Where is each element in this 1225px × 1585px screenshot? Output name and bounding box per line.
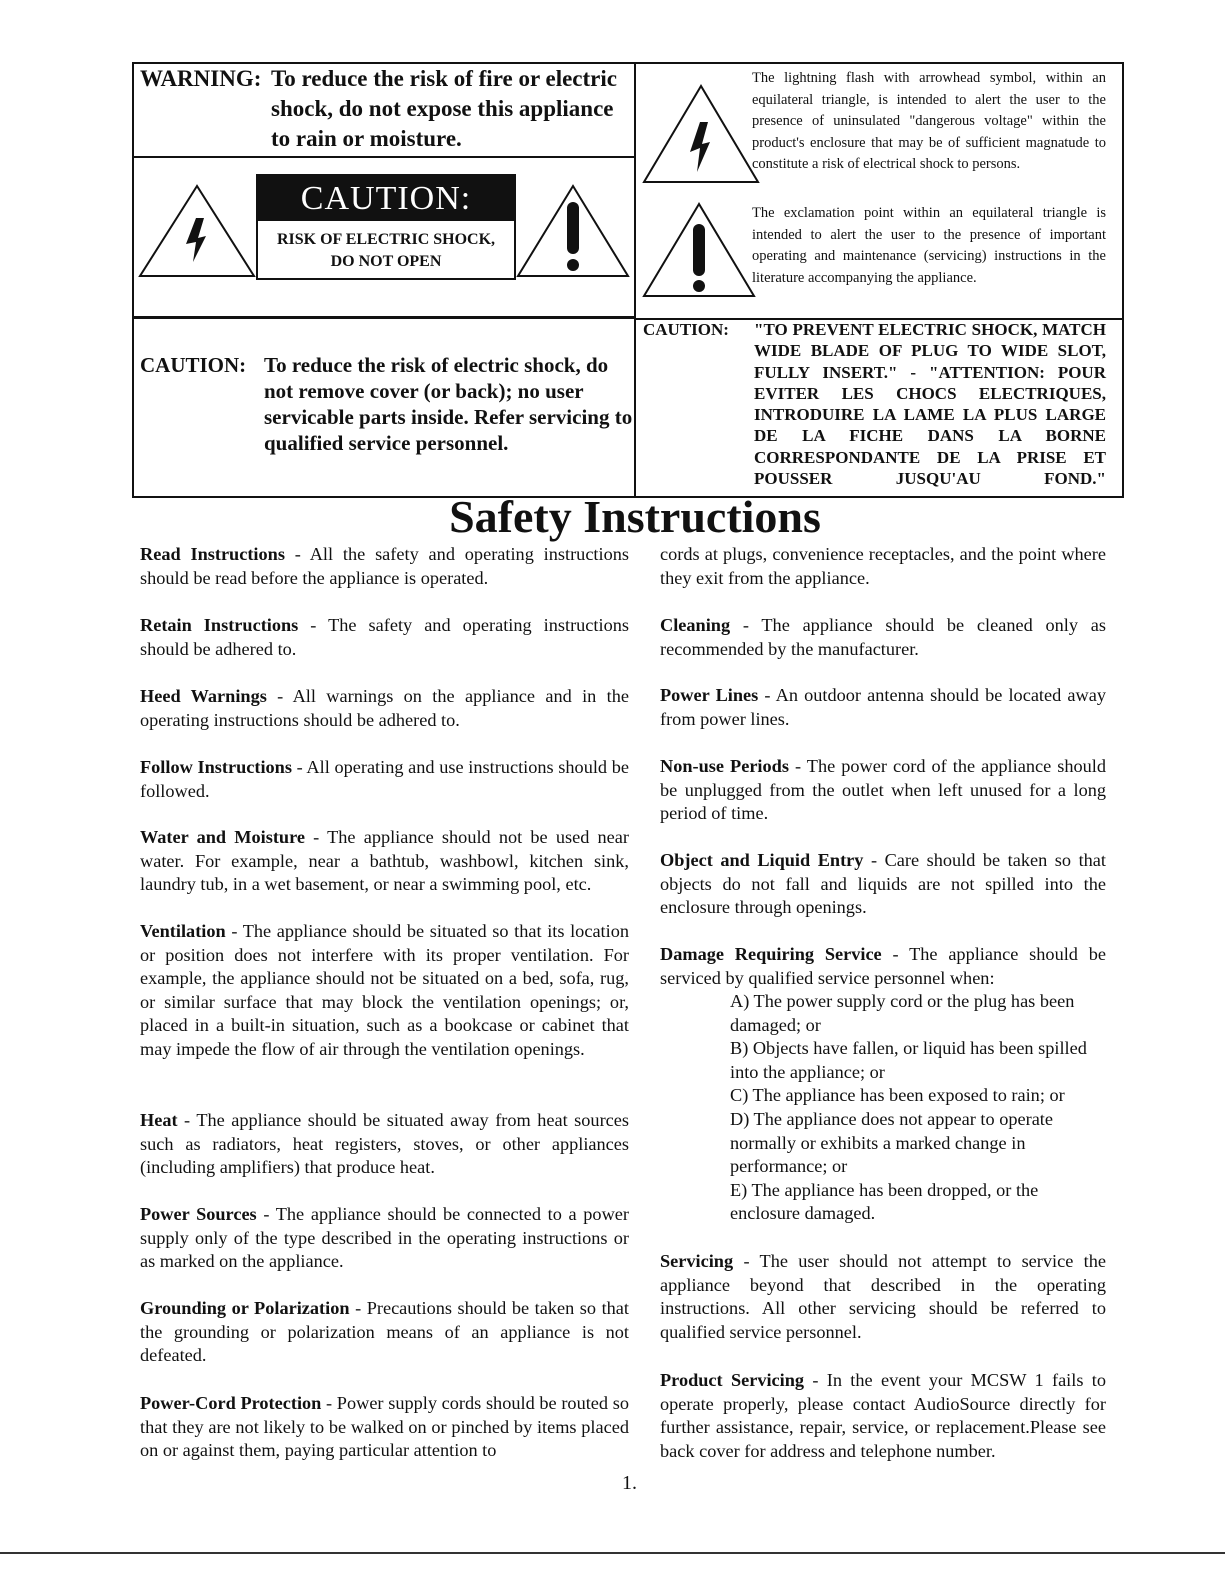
instruction-text: - Power supply cords should be routed so that they are not likely to be walked on or pinched by items placed on or against them, paying particular attention to (140, 1393, 629, 1461)
instruction-text: - All operating and use instructions should be followed. (140, 757, 629, 801)
exclamation-triangle-icon (640, 200, 758, 300)
instruction-paragraph (660, 543, 1106, 590)
caution-label-box (256, 174, 516, 280)
instruction-paragraph (660, 1250, 1106, 1344)
instruction-paragraph (140, 1392, 629, 1463)
instruction-paragraph (140, 1109, 629, 1180)
instruction-text: - Care should be taken so that objects do not fall and liquids are not spilled into the enclosure through openings. (660, 850, 1106, 918)
caution-label: CAUTION: (140, 353, 247, 377)
instruction-title: Cleaning (660, 615, 731, 635)
instruction-text: - The appliance should be serviced by qualified service personnel when: (660, 944, 1107, 988)
instruction-paragraph (140, 826, 629, 897)
list-item: D) The appliance does not appear to operate normally or exhibits a marked change in performance; or (730, 1108, 1054, 1177)
lightning-explanation: The lightning flash with arrowhead symbol, within an equilateral triangle, is intended to alert the user to the presence of uninsulated "dangerous voltage" within the product's enclosure that may be of sufficient magnatude to constitute a risk of electrical shock to persons. (752, 70, 1106, 172)
warning-line: to rain or moisture. (271, 126, 462, 151)
instruction-paragraph (660, 614, 1106, 661)
caution-line: RISK OF ELECTRIC SHOCK, (276, 231, 496, 248)
divider (132, 316, 634, 319)
instruction-text: - The appliance should not be used near water. For example, near a bathtub, washbowl, kitchen sink, laundry tub, in a wet basement, or near a swimming pool, etc. (140, 827, 629, 895)
divider (132, 156, 634, 158)
instruction-paragraph (140, 543, 629, 590)
instruction-title: Servicing (660, 1251, 734, 1271)
instruction-title: Product Servicing (660, 1370, 805, 1390)
instruction-title: Retain Instructions (140, 615, 299, 635)
instruction-title: Power Lines (660, 685, 759, 705)
instruction-text: - The power cord of the appliance should be unplugged from the outlet when left unused for a long period of time. (660, 756, 1106, 824)
instruction-text: - The appliance should be situated away from heat sources such as radiators, heat registers, stoves, or other appliances (including amplifiers) that produce heat. (140, 1110, 629, 1178)
instruction-title: Grounding or Polarization (140, 1298, 350, 1318)
exclamation-explanation: The exclamation point within an equilateral triangle is intended to alert the user to the presence of important operating and maintenance (servicing) instructions in the literature accompanying the appliance. (752, 205, 1106, 286)
list-item: B) Objects have fallen, or liquid has been spilled into the appliance; or (730, 1038, 1087, 1082)
list-item: A) The power supply cord or the plug has been damaged; or (730, 991, 1075, 1035)
instruction-text: - The user should not attempt to service the appliance beyond that described in the operating instructions. All other servicing should be referred to qualified service personnel. (660, 1251, 1106, 1342)
warning-label: WARNING: (140, 66, 262, 91)
instruction-title: Ventilation (140, 921, 226, 941)
instruction-title: Heat (140, 1110, 178, 1130)
instruction-paragraph (660, 755, 1106, 826)
list-item: E) The appliance has been dropped, or the enclosure damaged. (730, 1179, 1039, 1224)
instruction-paragraph (140, 685, 629, 732)
caution-text: "TO PREVENT ELECTRIC SHOCK, MATCH WIDE BLADE OF PLUG TO WIDE SLOT, FULLY INSERT." - "ATTENTION: POUR EVITER LES CHOCS ELECTRIQUES, INTRODUIRE LA LAME LA PLUS LARGE DE LA FICHE DANS LA BORNE CORRESPONDANTE DE LA PRISE ET POUSSER JUSQU'AU FOND." (754, 320, 1106, 489)
instruction-text: cords at plugs, convenience receptacles, and the point where they exit from the appliance. (660, 544, 1106, 588)
instruction-title: Damage Requiring Service (660, 944, 882, 964)
list-item: C) The appliance has been exposed to rain; or (730, 1085, 1065, 1106)
warning-line: shock, do not expose this appliance (271, 96, 614, 121)
instruction-title: Follow Instructions (140, 757, 292, 777)
instruction-title: Read Instructions (140, 544, 285, 564)
instruction-title: Power Sources (140, 1204, 257, 1224)
page-number: 1. (622, 1472, 637, 1494)
instruction-text: - The appliance should be situated so that its location or position does not interfere with its proper ventilation. For example, the appliance should not be situated on a bed, sofa, rug, or similar surface that may block the ventilation openings; or, placed in a built-in situation, such as a bookcase or cabinet that may impede the flow of air through the ventilation openings. (140, 921, 629, 1059)
warning-line: To reduce the risk of fire or electric (271, 66, 617, 91)
instruction-text: - All warnings on the appliance and in the operating instructions should be adhered to. (140, 686, 629, 730)
instruction-text: - In the event your MCSW 1 fails to operate properly, please contact AudioSource directly for further assistance, repair, service, or replacement.Please see back cover for address and telephone number. (660, 1370, 1106, 1461)
instruction-paragraph (140, 1297, 629, 1368)
instruction-paragraph (140, 614, 629, 661)
instruction-paragraph (660, 943, 1106, 990)
caution-text: To reduce the risk of electric shock, do not remove cover (or back); no user servicable parts inside. Refer servicing to qualified service personnel. (264, 353, 633, 455)
instruction-text: - An outdoor antenna should be located away from power lines. (660, 685, 1106, 729)
instruction-paragraph (140, 756, 629, 803)
caution-line: DO NOT OPEN (330, 253, 442, 270)
lightning-triangle-icon (640, 82, 762, 186)
instruction-paragraph (660, 849, 1106, 920)
instruction-text: - Precautions should be taken so that the grounding or polarization means of an appliance is not defeated. (140, 1298, 629, 1366)
instruction-paragraph (140, 1203, 629, 1274)
page-title: Safety Instructions (449, 491, 821, 542)
instruction-text: - All the safety and operating instructions should be read before the appliance is operated. (140, 544, 629, 588)
lightning-triangle-icon (136, 182, 258, 280)
instruction-paragraph (140, 920, 629, 1062)
instruction-text: - The appliance should be cleaned only as recommended by the manufacturer. (660, 615, 1106, 659)
bottom-rule (0, 1552, 1225, 1554)
instruction-title: Water and Moisture (140, 827, 305, 847)
exclamation-triangle-icon (514, 182, 632, 280)
instruction-text: - The safety and operating instructions should be adhered to. (140, 615, 629, 659)
instruction-paragraph (660, 1369, 1106, 1463)
instruction-text: - The appliance should be connected to a power supply only of the type described in the operating instructions or as marked on the appliance. (140, 1204, 629, 1272)
instruction-title: Object and Liquid Entry (660, 850, 864, 870)
instruction-title: Heed Warnings (140, 686, 267, 706)
damage-list (730, 990, 1110, 1226)
caution-heading: CAUTION: (258, 176, 514, 221)
instruction-title: Power-Cord Protection (140, 1393, 322, 1413)
caution-label: CAUTION: (643, 320, 729, 339)
instruction-title: Non-use Periods (660, 756, 789, 776)
instruction-paragraph (660, 684, 1106, 731)
